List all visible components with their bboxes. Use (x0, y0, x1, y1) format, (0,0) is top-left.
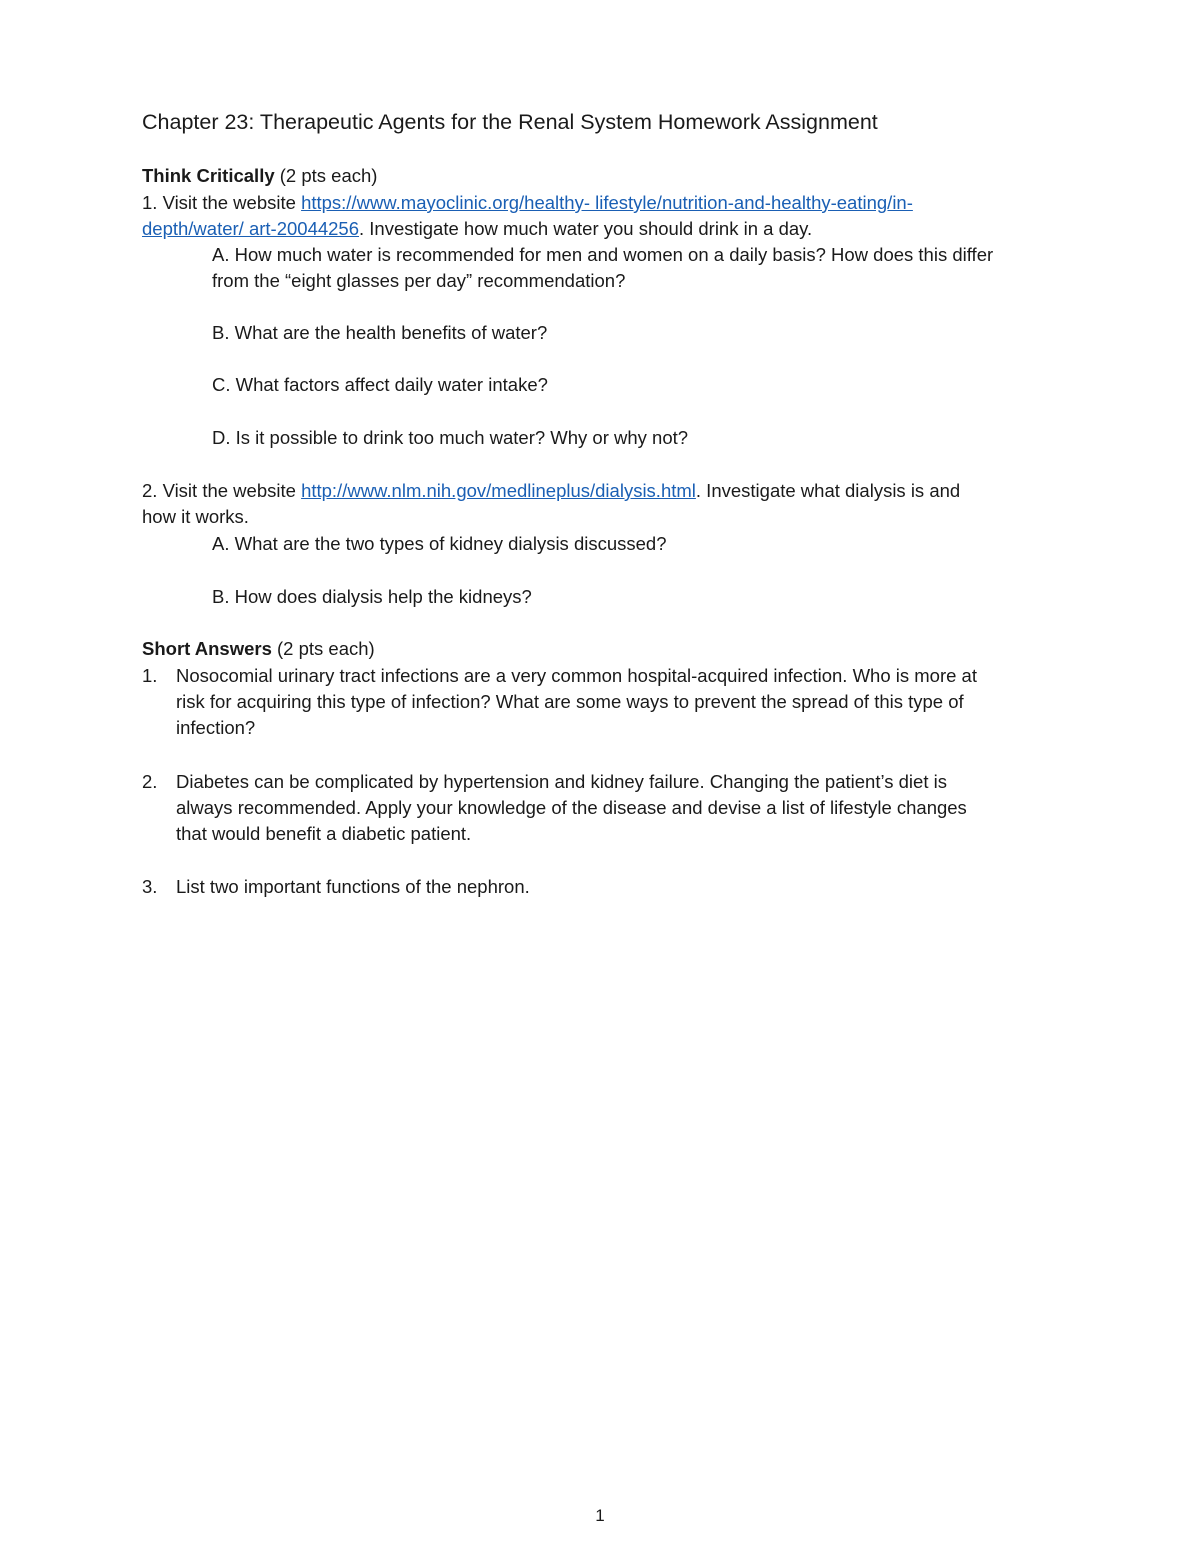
question-1-line-2 (142, 216, 812, 242)
document-title: Chapter 23: Therapeutic Agents for the Renal System Homework Assignment (142, 110, 878, 134)
section-heading-label: Think Critically (142, 165, 275, 186)
question-1-line-1 (142, 190, 913, 216)
question-1b: B. What are the health benefits of water? (212, 322, 548, 343)
question-1-instruction: . Investigate how much water you should drink in a day. (359, 218, 813, 239)
short-answer-2-line-3: that would benefit a diabetic patient. (176, 823, 472, 844)
short-answer-3-line-1: List two important functions of the nephron. (176, 876, 530, 897)
question-1d: D. Is it possible to drink too much water? Why or why not? (212, 427, 689, 448)
question-2a: A. What are the two types of kidney dialysis discussed? (212, 533, 667, 554)
short-answer-1-line-3: infection? (176, 717, 256, 738)
question-2-instruction: . Investigate what dialysis is and (695, 480, 961, 501)
question-2-line-2: how it works. (142, 506, 249, 527)
question-1c: C. What factors affect daily water intake? (212, 374, 548, 395)
short-answer-1-line-2: risk for acquiring this type of infection? What are some ways to prevent the spread of this type of (176, 691, 964, 712)
section-heading-label: Short Answers (142, 638, 272, 659)
short-answer-1-line-1: Nosocomial urinary tract infections are a very common hospital-acquired infection. Who is more at (176, 665, 977, 686)
mayoclinic-link-part-1[interactable]: https://www.mayoclinic.org/healthy- lifestyle/nutrition-and-healthy-eating/in- (301, 192, 913, 213)
short-answer-3-number: 3. (142, 876, 158, 897)
short-answer-2-line-1: Diabetes can be complicated by hypertension and kidney failure. Changing the patient’s diet is (176, 771, 947, 792)
question-2-line-1 (142, 478, 960, 504)
section-points: (2 pts each) (277, 638, 375, 659)
question-2b: B. How does dialysis help the kidneys? (212, 586, 532, 607)
medlineplus-link[interactable]: http://www.nlm.nih.gov/medlineplus/dialysis.html (301, 480, 696, 501)
short-answer-2-line-2: always recommended. Apply your knowledge of the disease and devise a list of lifestyle changes (176, 797, 967, 818)
short-answer-2-number: 2. (142, 771, 158, 792)
section-points: (2 pts each) (279, 165, 378, 186)
page-number: 1 (595, 1506, 605, 1525)
short-answer-1-number: 1. (142, 665, 158, 686)
section-heading-think-critically (142, 163, 377, 189)
question-1-lead: 1. Visit the website (142, 192, 302, 213)
question-1a-line-2: from the “eight glasses per day” recommendation? (212, 270, 626, 291)
question-2-lead: 2. Visit the website (142, 480, 302, 501)
section-heading-short-answers (142, 636, 375, 662)
mayoclinic-link-part-2[interactable]: depth/water/ art-20044256 (142, 218, 360, 239)
question-1a-line-1: A. How much water is recommended for men and women on a daily basis? How does this differ (212, 244, 994, 265)
